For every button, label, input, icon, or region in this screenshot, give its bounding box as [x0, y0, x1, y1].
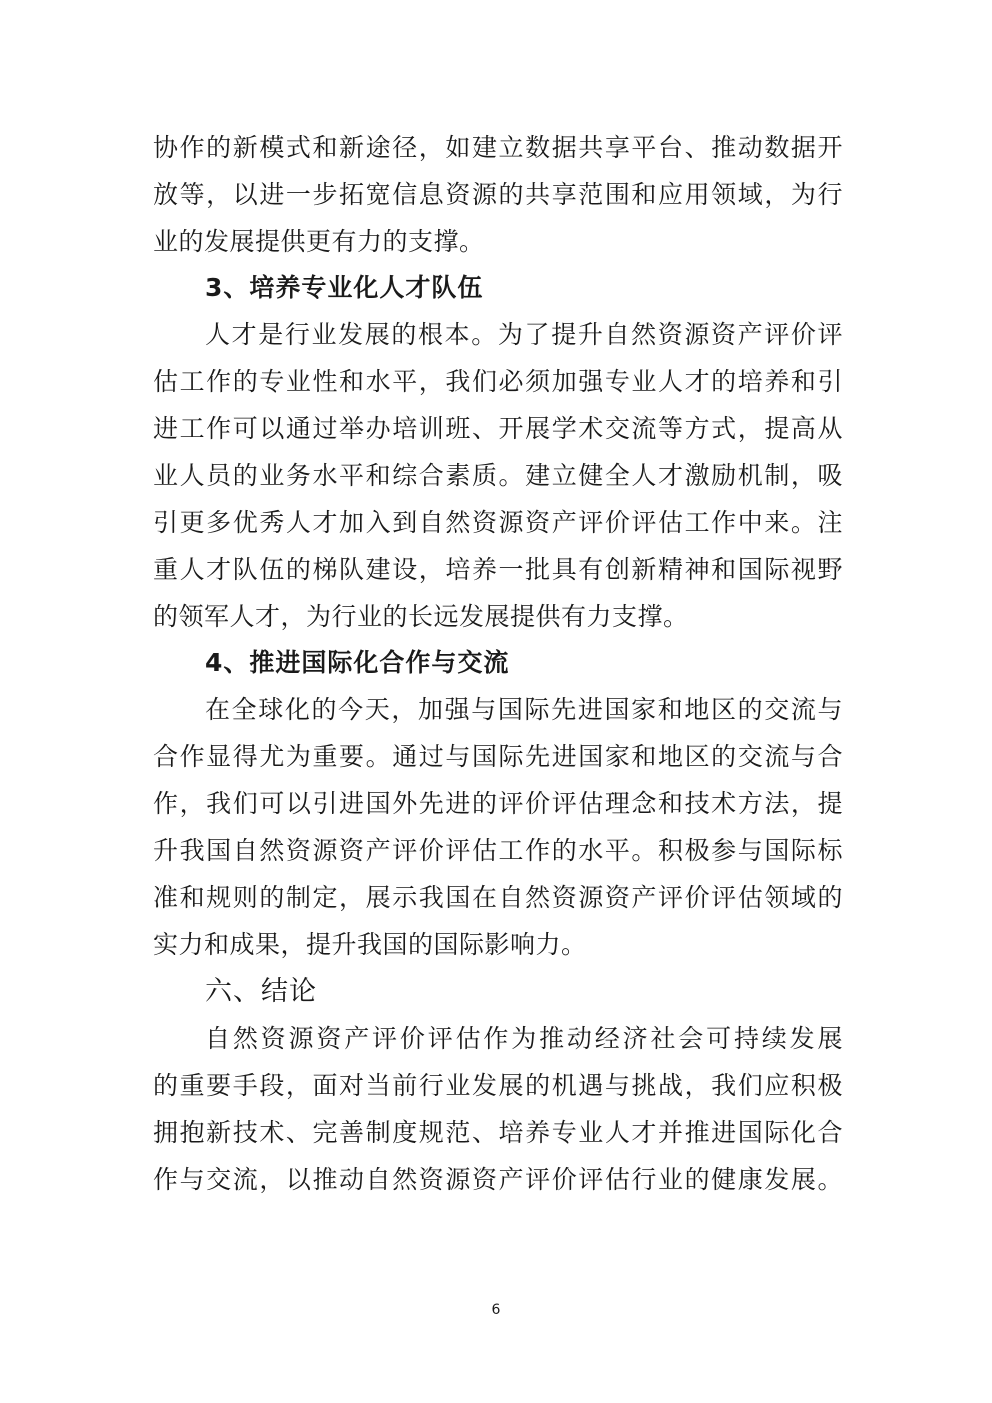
section-heading-3: 3、培养专业化人才队伍 [205, 273, 484, 302]
paragraph-line: 作，我们可以引进国外先进的评价评估理念和技术方法，提 [153, 789, 843, 818]
paragraph-line: 业人员的业务水平和综合素质。建立健全人才激励机制，吸 [153, 461, 843, 490]
paragraph-line: 业的发展提供更有力的支撑。 [153, 227, 485, 256]
paragraph-line: 自然资源资产评价评估作为推动经济社会可持续发展 [205, 1024, 843, 1053]
paragraph-line: 在全球化的今天，加强与国际先进国家和地区的交流与 [205, 695, 843, 724]
paragraph-line: 作与交流，以推动自然资源资产评价评估行业的健康发展。 [153, 1165, 843, 1194]
paragraph-line: 合作显得尤为重要。通过与国际先进国家和地区的交流与合 [153, 742, 843, 771]
paragraph-line: 升我国自然资源资产评价评估工作的水平。积极参与国际标 [153, 836, 843, 865]
paragraph-line: 实力和成果，提升我国的国际影响力。 [153, 930, 587, 959]
section-heading-4: 4、推进国际化合作与交流 [205, 648, 510, 677]
section-heading-conclusion: 六、结论 [205, 976, 317, 1007]
paragraph-line: 估工作的专业性和水平，我们必须加强专业人才的培养和引 [153, 367, 843, 396]
page-number: 6 [491, 1302, 501, 1318]
paragraph-line: 协作的新模式和新途径，如建立数据共享平台、推动数据开 [153, 133, 843, 162]
paragraph-line: 引更多优秀人才加入到自然资源资产评价评估工作中来。注 [153, 508, 843, 537]
paragraph-line: 的重要手段，面对当前行业发展的机遇与挑战，我们应积极 [153, 1071, 843, 1100]
paragraph-line: 进工作可以通过举办培训班、开展学术交流等方式，提高从 [153, 414, 843, 443]
paragraph-line: 放等，以进一步拓宽信息资源的共享范围和应用领域，为行 [153, 180, 843, 209]
paragraph-line: 拥抱新技术、完善制度规范、培养专业人才并推进国际化合 [153, 1118, 843, 1147]
paragraph-line: 人才是行业发展的根本。为了提升自然资源资产评价评 [205, 320, 843, 349]
paragraph-line: 的领军人才，为行业的长远发展提供有力支撑。 [153, 602, 689, 631]
paragraph-line: 准和规则的制定，展示我国在自然资源资产评价评估领域的 [153, 883, 843, 912]
paragraph-line: 重人才队伍的梯队建设，培养一批具有创新精神和国际视野 [153, 555, 843, 584]
